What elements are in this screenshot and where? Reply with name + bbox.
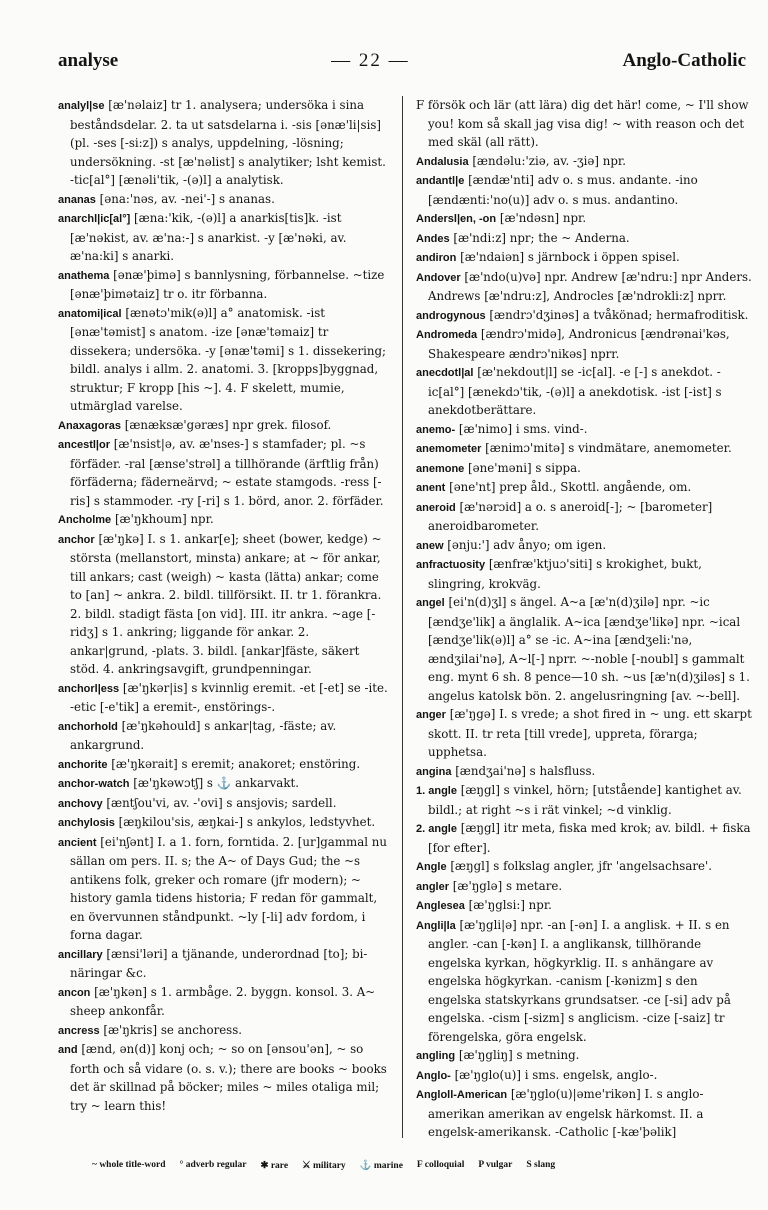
dictionary-entry — [416, 1085, 754, 1138]
entry-headword: anecdotl|al — [416, 367, 474, 379]
entry-headword: Andalusia — [416, 155, 469, 168]
entry-definition: [ei'nʃənt] I. a 1. forn, forntida. 2. [ur]gammal nu sällan om pers. II. s; the A~ of Days Gud; the ~s antikens folk, greker och romare (jfr modern); ~ history gamla tidens historia; F redan för gammalt, en övervunnen ståndpunkt. ~ly [-li] adv fordom, i forna dagar. — [70, 834, 387, 942]
entry-headword: angina — [416, 765, 452, 778]
entry-definition: [æntʃou'vi, av. -'ovi] s ansjovis; sardell. — [106, 795, 337, 810]
entry-headword: anatomi|ical — [58, 307, 122, 320]
legend-item: ⚔ military — [302, 1160, 346, 1171]
dictionary-entry — [416, 1046, 754, 1066]
entry-headword: Ancholme — [58, 514, 112, 526]
entry-headword: anent — [416, 482, 446, 494]
dictionary-entry — [416, 96, 754, 152]
entry-headword: Andes — [416, 232, 450, 245]
dictionary-entry — [58, 416, 390, 436]
legend-item: ° adverb regular — [179, 1160, 247, 1170]
entry-definition: [æ'ŋglo(u)] i sms. engelsk, anglo-. — [454, 1067, 658, 1082]
entry-definition: [æ'ŋgliŋ] s metning. — [458, 1048, 580, 1062]
entry-headword: anchylosis — [58, 817, 115, 829]
entry-headword: angel — [416, 597, 445, 609]
right-column — [416, 96, 754, 1138]
entry-definition: [æ'ŋglsi:] npr. — [468, 898, 552, 912]
entry-definition: [æ'ŋkris] se anchoress. — [103, 1022, 243, 1037]
legend-item: P vulgar — [478, 1160, 513, 1170]
entry-definition: [æ'ŋgə] I. s vrede; a shot fired in ~ ung. ett skarpt skott. II. tr reta [till vrede], uppreta, förarga; upphetsa. — [428, 707, 752, 759]
dictionary-entry — [58, 983, 390, 1021]
entry-definition: [æ'ŋkərait] s eremit; anakoret; enstöring. — [111, 756, 361, 771]
entry-definition: [æ'nərɔid] a o. s aneroid[-]; ~ [barometer] aneroidbarometer. — [428, 499, 713, 533]
dictionary-entry — [58, 1021, 390, 1041]
dictionary-entry — [416, 363, 754, 420]
dictionary-entry — [416, 896, 754, 916]
entry-definition: [æ'ndi:z] npr; the ~ Anderna. — [453, 230, 630, 245]
dictionary-entry — [416, 555, 754, 593]
dictionary-entry — [58, 435, 390, 510]
entry-definition: [ənju:'] adv ånyo; om igen. — [447, 537, 607, 552]
entry-headword: ancillary — [58, 948, 103, 961]
entry-definition: [æ'ŋgli|ə] npr. -an [-ən] I. a anglisk. + II. s en angler. -can [-kən] I. a anglikansk, tillhörande engelska kyrkan, högkyrklig. II. s anhängare av engelska högkyrkan. -canism [-kənizm] s den engelska statskyrkans grundsatser. -ce [-si] adv på engelska. -cism [-sizm] s anglicism. -cize [-saiz] tr förengelska, göra engelsk. — [428, 917, 731, 1044]
entry-headword: aneroid — [416, 501, 456, 514]
dictionary-entry — [58, 304, 390, 416]
entry-headword: anemone — [416, 462, 465, 475]
legend-item: ~ whole title-word — [92, 1160, 166, 1170]
dictionary-entry — [58, 717, 390, 755]
entry-headword: anchor-watch — [58, 778, 130, 790]
entry-headword: anew — [416, 539, 444, 552]
entry-definition: [əne'nt] prep åld., Skottl. angående, om. — [449, 480, 692, 494]
entry-definition: [æ'ŋkəwɔtʃ] s ⚓ ankarvakt. — [133, 776, 299, 790]
dictionary-entry — [58, 530, 390, 679]
dictionary-entry — [416, 498, 754, 536]
dictionary-entry — [58, 266, 390, 304]
page-header — [58, 46, 746, 76]
dictionary-entry — [58, 1040, 390, 1115]
left-column — [58, 96, 390, 1138]
entry-headword: anchor — [58, 533, 95, 546]
entry-definition: [əna:'nəs, av. -nei'-] s ananas. — [99, 191, 275, 206]
entry-headword: Anglo- — [416, 1069, 451, 1082]
dictionary-entry — [416, 209, 754, 229]
entry-definition: [æŋgl] s vinkel, hörn; [utstående] kantighet av. bildl.; at right ~s i rät vinkel; ~d vinklig. — [428, 783, 742, 817]
entry-definition: [æŋgl] s folkslag angler, jfr 'angelsachsare'. — [450, 859, 712, 873]
dictionary-entry — [416, 877, 754, 897]
entry-definition: [æ'ndo(u)və] npr. Andrew [æ'ndru:] npr Anders. Andrews [æ'ndru:z], Androcles [æ'ndrokli:z] nprr. — [428, 269, 752, 303]
entry-definition: [əne'məni] s sippa. — [468, 460, 581, 475]
entry-headword: anchorl|ess — [58, 682, 120, 695]
dictionary-entry — [58, 96, 390, 190]
dictionary-entry — [416, 478, 754, 498]
legend-footer — [92, 1155, 746, 1175]
dictionary-entry — [416, 171, 754, 209]
entry-headword: andantl|e — [416, 175, 465, 187]
entry-definition: [ænfræ'ktjuɔ'siti] s krokighet, bukt, slingring, krokväg. — [428, 557, 702, 591]
entry-headword: Anaxagoras — [58, 419, 121, 432]
dictionary-entry — [416, 420, 754, 440]
entry-definition: F försök och lär (att lära) dig det här! come, ~ I'll show you! kom så skall jag visa dig! ~ with reason och det med skäl (all rätt). — [416, 98, 749, 149]
entry-headword: angling — [416, 1050, 456, 1062]
dictionary-entry — [416, 306, 754, 326]
dictionary-entry — [416, 781, 754, 819]
entry-headword: Angle — [416, 861, 447, 873]
entry-headword: anemometer — [416, 443, 482, 455]
entry-definition: [æ'nəlaiz] tr 1. analysera; undersöka i sina beståndsdelar. 2. ta ut satsdelarna i. -sis [ənæ'li|sis] (pl. -ses [-si:z]) s analys, uppdelning, -lösning; undersökning. -st [æ'nəlist] s analytiker; lsht kemist. -tic[al°] [ænəli'tik, -(ə)l] a analytisk. — [70, 98, 386, 187]
entry-headword: androgynous — [416, 309, 486, 322]
dictionary-entry — [416, 593, 754, 705]
header-right-guideword: Anglo-Catholic — [622, 50, 746, 71]
entry-headword: ancress — [58, 1024, 100, 1037]
dictionary-entry — [416, 705, 754, 762]
dictionary-entry — [58, 190, 390, 210]
dictionary-entry — [58, 209, 390, 266]
dictionary-entry — [58, 510, 390, 530]
entry-definition: [ænimɔ'mitə] s vindmätare, anemometer. — [485, 441, 732, 455]
entry-headword: anarchl|ic[al°] — [58, 213, 131, 225]
dictionary-entry — [416, 439, 754, 459]
dictionary-entry — [416, 152, 754, 172]
entry-definition: [ændəlu:'ziə, av. -ʒiə] npr. — [472, 153, 626, 168]
entry-definition: [ændrɔ'midə], Andronicus [ændrənai'kəs, Shakespeare ændrɔ'nikəs] nprr. — [428, 327, 730, 361]
entry-definition: [ænsi'ləri] a tjänande, underordnad [to]; bi- näringar &c. — [70, 946, 368, 980]
entry-headword: angler — [416, 880, 450, 893]
dictionary-entry — [416, 916, 754, 1047]
legend-item: ⚓ marine — [359, 1160, 403, 1171]
entry-definition: [ənæ'þimə] s bannlysning, förbannelse. ~tize [ənæ'þimətaiz] tr o. itr förbanna. — [70, 267, 385, 301]
entry-headword: Angli|la — [416, 919, 456, 932]
entry-definition: [æna:'kik, -(ə)l] a anarkis[tis]k. -ist [æ'nəkist, av. æ'na:-] s anarkist. -y [æ'nəki, av. æ'na:ki] s anarki. — [70, 211, 347, 263]
entry-definition: [æ'nsist|ə, av. æ'nses-] s stamfader; pl. ~s förfäder. -ral [ænse'strəl] a tillhörande (ärftlig från) förfäderna; fäderneärvd; ~ estate stamgods. -ress [-ris] s stammoder. -ry [-ri] s 1. börd, anor. 2. förfäder. — [70, 437, 384, 508]
dictionary-entry — [416, 248, 754, 268]
page-number: — 22 — — [331, 50, 410, 71]
dictionary-entry — [58, 755, 390, 775]
entry-headword: ananas — [58, 193, 96, 206]
entry-definition: [æ'ŋkəhould] s ankar|tag, -fäste; av. ankargrund. — [70, 718, 337, 752]
entry-definition: [æ'ndəsn] npr. — [499, 211, 587, 225]
entry-headword: analyl|se — [58, 100, 105, 112]
dictionary-entry — [416, 857, 754, 877]
dictionary-entry — [416, 325, 754, 363]
dictionary-entry — [58, 945, 390, 983]
dictionary-entry — [416, 229, 754, 249]
entry-headword: Andover — [416, 271, 461, 284]
entry-headword: ancestl|or — [58, 439, 110, 451]
entry-headword: Angloll-American — [416, 1089, 508, 1101]
entry-definition: [æŋgl] itr meta, fiska med krok; av. bildl. + fiska [for efter]. — [428, 821, 751, 855]
entry-definition: [ændʒai'nə] s halsfluss. — [455, 763, 596, 778]
dictionary-entry — [58, 679, 390, 717]
dictionary-entry — [58, 833, 390, 945]
entry-headword: anfractuosity — [416, 559, 486, 571]
entry-headword: and — [58, 1044, 78, 1056]
entry-definition: [ænətɔ'mik(ə)l] a° anatomisk. -ist [ənæ'təmist] s anatom. -ize [ənæ'təmaiz] tr dissekera; undersöka. -y [ənæ'təmi] s 1. dissekering; bildl. analys i allm. 2. anatomi. 3. [kropps]byggnad, struktur; F kropp [his ~]. 4. F skelett, mumie, utmärglad varelse. — [70, 305, 386, 413]
entry-definition: [ænd, ən(d)] konj och; ~ so on [ənsou'ən], ~ so forth och så vidare (o. s. v.); there are books ~ books det är skillnad på böcker; miles ~ miles otaliga mil; try ~ learn this! — [70, 1042, 387, 1113]
entry-headword: 1. angle — [416, 785, 457, 797]
entry-headword: Andersl|en, -on — [416, 213, 497, 225]
entry-headword: Andromeda — [416, 329, 478, 341]
dictionary-entry — [416, 459, 754, 479]
entry-headword: anchorite — [58, 758, 108, 771]
entry-headword: anchorhold — [58, 720, 118, 733]
legend-item: F colloquial — [416, 1160, 465, 1170]
entry-headword: andiron — [416, 252, 457, 264]
entry-headword: anger — [416, 709, 446, 721]
column-divider — [402, 96, 403, 1138]
entry-headword: anathema — [58, 269, 110, 282]
entry-definition: [æ'ŋkər|is] s kvinnlig eremit. -et [-et] se -ite. -etic [-e'tik] a eremit-, enstörings-. — [70, 680, 388, 714]
entry-headword: ancient — [58, 836, 97, 849]
entry-definition: [æ'ŋkə] I. s 1. ankar[e]; sheet (bower, kedge) ~ största (mellanstort, minsta) ankare; at ~ för ankar, till ankars; cast (weigh) ~ kasta (lätta) ankar; come to [an] ~ ankra. 2. bildl. tillförsikt. II. tr 1. förankra. 2. bildl. stadigt fästa [on vid]. III. itr ankra. ~age [-ridʒ] s 1. ankring; liggande för ankar. 2. ankar|grund, -plats. 3. bildl. [ankar]fäste, säkert stöd. 4. ankringsavgift, grundpenningar. — [70, 531, 382, 676]
legend-item: ✱ rare — [260, 1160, 289, 1171]
entry-definition: [æ'ŋglə] s metare. — [452, 878, 563, 893]
entry-definition: [ændrɔ'dʒinəs] a tvåkönad; hermafroditisk. — [489, 307, 749, 322]
entry-definition: [ænæksæ'gəræs] npr grek. filosof. — [124, 417, 332, 432]
dictionary-entry — [416, 762, 754, 782]
entry-definition: [ændæ'nti] adv o. s mus. andante. -ino [ændænti:'no(u)] adv o. s mus. andantino. — [428, 173, 698, 207]
entry-headword: anchovy — [58, 797, 103, 810]
entry-definition: [æ'nekdout|l] se -ic[al]. -e [-] s anekdot. -ic[al°] [ænekdɔ'tik, -(ə)l] a anekdotisk. -ist [-ist] s anekdotberättare. — [428, 365, 722, 417]
entry-definition: [æ'ŋglo(u)|əme'rikən] I. s anglo-amerikan amerikan av engelsk härkomst. II. a engelsk-amerikansk. -Catholic [-kæ'þəlik] — [428, 1087, 704, 1138]
entry-definition: [æ'ŋkən] s 1. armbåge. 2. byggn. konsol. 3. A~ sheep ankonfår. — [70, 984, 376, 1018]
dictionary-entry — [58, 774, 390, 794]
entry-definition: [ei'n(d)ʒl] s ängel. A~a [æ'n(d)ʒilə] npr. ~ic [ændʒe'lik] a änglalik. A~ica [ændʒe'likə] npr. ~ical [ændʒe'lik(ə)l] a° se -ic. A~ina [ændʒeli:'nə, ændʒilai'nə], A~l[-] nprr. ~-noble [-noubl] s gammalt eng. mynt 6 sh. 8 pence—10 sh. ~us [æ'n(d)ʒiləs] s 1. angelus katolsk bön. 2. angelusringning [av. ~-bell]. — [428, 595, 750, 703]
header-left-guideword: analyse — [58, 50, 119, 71]
dictionary-entry — [416, 536, 754, 556]
entry-headword: anemo- — [416, 423, 456, 436]
dictionary-entry — [416, 268, 754, 306]
entry-headword: ancon — [58, 986, 91, 999]
entry-headword: 2. angle — [416, 823, 457, 835]
entry-definition: [æ'ŋkhoum] npr. — [114, 512, 214, 526]
entry-definition: [æ'nimo] i sms. vind-. — [458, 421, 588, 436]
dictionary-entry — [416, 1066, 754, 1086]
dictionary-entry — [416, 819, 754, 857]
dictionary-entry — [58, 813, 390, 833]
legend-item: S slang — [526, 1160, 556, 1170]
entry-headword: Anglesea — [416, 900, 465, 912]
entry-definition: [æ'ndaiən] s järnbock i öppen spisel. — [460, 250, 680, 264]
dictionary-entry — [58, 794, 390, 814]
entry-definition: [æŋkilou'sis, æŋkai-] s ankylos, ledstyvhet. — [118, 815, 376, 829]
